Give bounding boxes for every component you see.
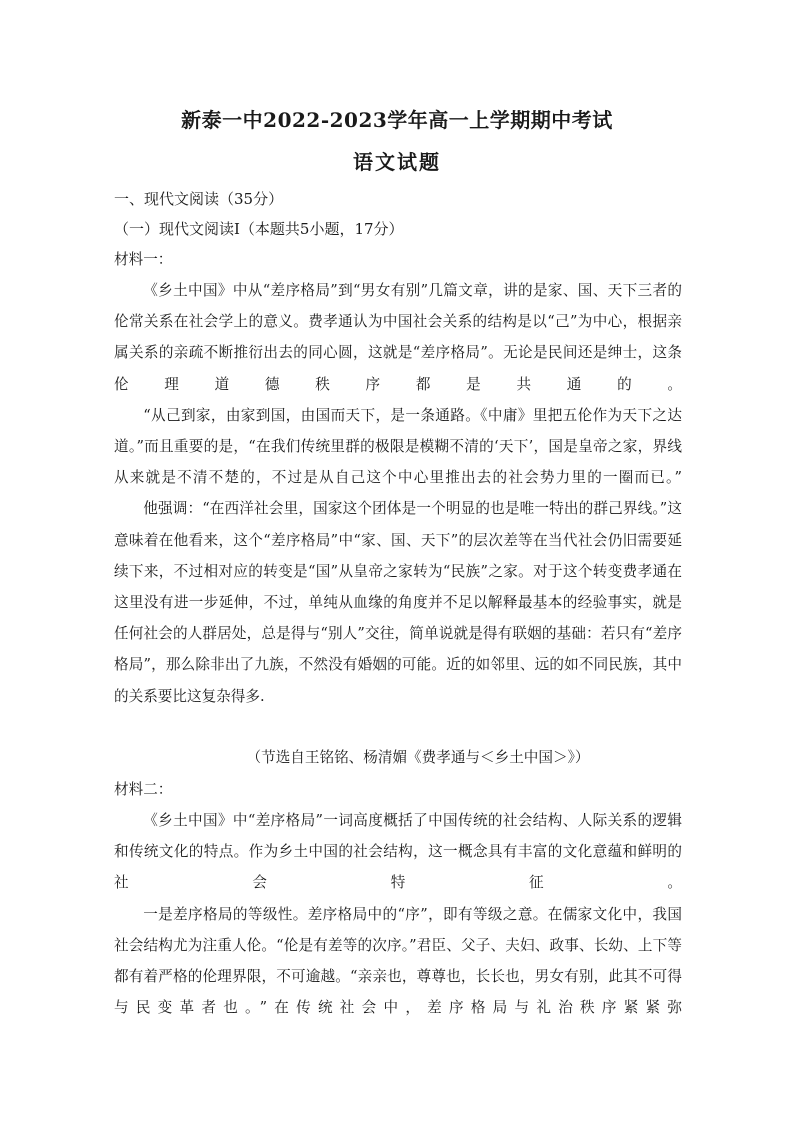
material1-paragraph: 《乡土中国》中从“差序格局”到“男女有别”几篇文章，讲的是家、国、天下三者的伦常关系在社会学上的意义。费孝通认为中国社会关系的结构是以“己”为中心，根据亲属关系的亲疏不断推衍出去的同心圆，这就是“差序格局”。无论是民间还是绅士，这条伦理道德秩序都是共通的。 [114,282,682,393]
exam-title: 新泰一中2022-2023学年高一上学期期中考试 [181,108,613,132]
material1-label: 材料一： [114,251,173,268]
material1-paragraph: “从己到家，由家到国，由国而天下，是一条通路。《中庸》里把五伦作为天下之达道。”而且重要的是，“在我们传统里群的极限是模糊不清的‘天下’，国是皇帝之家，界线从来就是不清不楚的，不过是从自己这个中心里推出去的社会势力里的一圈而已。” [114,406,682,487]
material2-label: 材料二： [114,781,173,798]
material2-text [114,805,682,1023]
material1-text [114,275,682,712]
material2-paragraph: 《乡土中国》中“差序格局”一词高度概括了中国传统的社会结构、人际关系的逻辑和传统文化的特点。作为乡土中国的社会结构，这一概念具有丰富的文化意蕴和鲜明的社会特征。 [114,812,682,892]
exam-subtitle: 语文试题 [353,150,441,174]
subsection-heading: （一）现代文阅读Ⅰ（本题共5小题，17分） [114,220,404,238]
material1-source: （节选自王铭铭、杨清媚《费孝通与＜乡土中国＞》） [246,749,590,766]
section-heading: 一、现代文阅读（35分） [114,190,284,208]
material1-paragraph: 他强调：“在西洋社会里，国家这个团体是一个明显的也是唯一特出的群己界线。”这意味着在他看来，这个“差序格局”中“家、国、天下”的层次差等在当代社会仍旧需要延续下来，不过相对应的转变是“国”从皇帝之家转为“民族”之家。对于这个转变费孝通在这里没有进一步延伸，不过，单纯从血缘的角度并不足以解释最基本的经验事实，就是任何社会的人群居处，总是得与“别人”交往，简单说就是得有联姻的基础：若只有“差序格局”，那么除非出了九族，不然没有婚姻的可能。近的如邻里、远的如不同民族，其中的关系要比这复杂得多. [114,500,682,705]
material2-paragraph: 一是差序格局的等级性。差序格局中的“序”，即有等级之意。在儒家文化中，我国社会结构尤为注重人伦。“伦是有差等的次序。”君臣、父子、夫妇、政事、长幼、上下等都有着严格的伦理界限，不可逾越。“亲亲也，尊尊也，长长也，男女有别，此其不可得与民变革者也。”在传统社会中，差序格局与礼治秩序紧紧弥 [114,905,682,1017]
